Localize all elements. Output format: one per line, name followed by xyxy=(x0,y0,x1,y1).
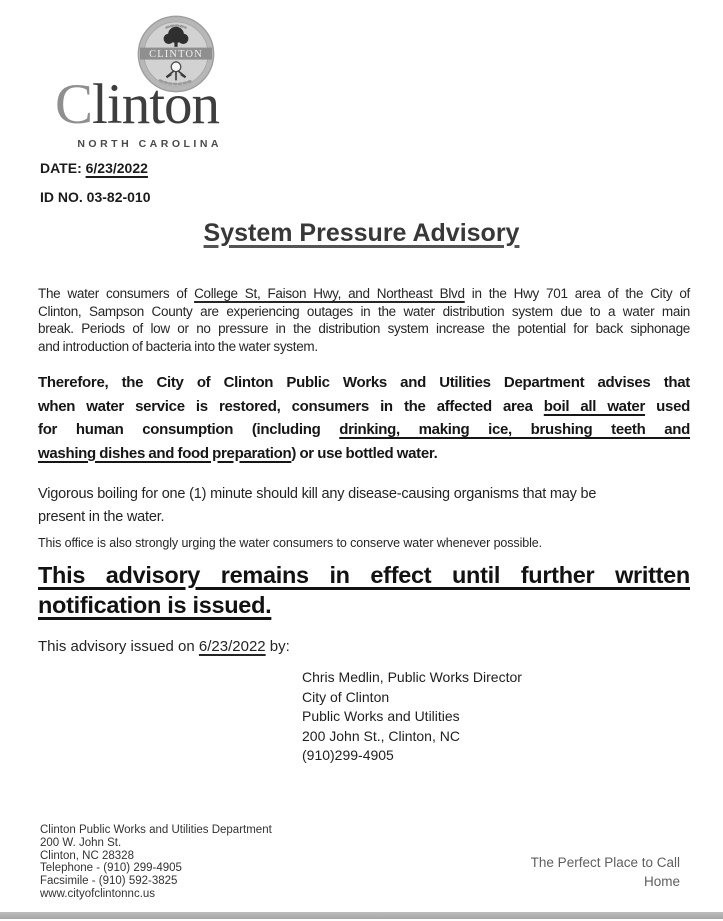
footer-tagline: The Perfect Place to Call Home xyxy=(530,855,680,889)
city-wordmark xyxy=(55,73,220,136)
text-line: and introduction of bacteria into the water system. xyxy=(38,338,318,354)
region-label: NORTH CAROLINA xyxy=(77,138,222,150)
text-line: Clinton, Sampson County are experiencing outages in the water distribution system due to a water main xyxy=(38,303,690,319)
text-line: (910)299-4905 xyxy=(302,747,394,763)
signature-block xyxy=(302,668,522,766)
date-line xyxy=(40,160,148,176)
wordmark-initial: C xyxy=(55,73,93,136)
text-line: Therefore, the City of Clinton Public Works and Utilities Department advises that xyxy=(38,374,690,391)
text-line: The water consumers of College St, Faison Hwy, and Northeast Blvd in the Hwy 701 area of the City of xyxy=(38,286,690,301)
paragraph-boil-water-advisory xyxy=(38,371,690,465)
paragraph-conserve-water: This office is also strongly urging the water consumers to conserve water whenever possible. xyxy=(38,536,543,550)
text-line: for human consumption (including drinking, making ice, brushing teeth and xyxy=(38,421,690,438)
date-value: 6/23/2022 xyxy=(85,160,148,176)
text-line: City of Clinton xyxy=(302,688,390,705)
text-line: when water service is restored, consumers in the affected area boil all water used xyxy=(38,397,690,415)
text-line: Public Works and Utilities xyxy=(302,708,460,724)
text-line: Clinton, NC 28328 xyxy=(40,849,134,862)
id-line xyxy=(40,189,151,205)
text-line: washing dishes and food preparation) or use bottled water. xyxy=(38,444,438,462)
footer-contact-block xyxy=(40,824,272,901)
paragraph-outage-description xyxy=(38,285,690,355)
date-label: DATE: xyxy=(40,160,82,176)
text-line: Telephone - (910) 299-4905 xyxy=(40,862,182,875)
id-label: ID NO. xyxy=(40,189,83,205)
text-line: Clinton Public Works and Utilities Department xyxy=(40,824,272,836)
text-line: Vigorous boiling for one (1) minute should kill any disease-causing organisms that may be xyxy=(38,486,597,502)
text-line: www.cityofclintonnc.us xyxy=(40,887,156,900)
text-line: Chris Medlin, Public Works Director xyxy=(302,669,522,685)
svg-text:CLINTON: CLINTON xyxy=(149,49,203,61)
text-line: notification is issued. xyxy=(38,591,272,618)
issued-line: This advisory issued on 6/23/2022 by: xyxy=(38,638,290,655)
text-line: present in the water. xyxy=(38,509,165,525)
text-line: Facsimile - (910) 592-3825 xyxy=(40,875,178,888)
text-line: break. Periods of low or no pressure in the distribution system increase the potential for back siphonage xyxy=(38,321,690,336)
advisory-title: System Pressure Advisory xyxy=(203,219,520,247)
text-line: 200 John St., Clinton, NC xyxy=(302,727,460,744)
statement-advisory-in-effect xyxy=(38,561,690,620)
text-line: This advisory remains in effect until further written xyxy=(38,562,690,588)
scan-edge-bar xyxy=(0,912,723,919)
text-line: 200 W. John St. xyxy=(40,836,122,849)
wordmark-rest: linton xyxy=(92,73,220,136)
id-value: 03-82-010 xyxy=(86,189,151,205)
paragraph-boiling-instructions xyxy=(38,483,690,529)
